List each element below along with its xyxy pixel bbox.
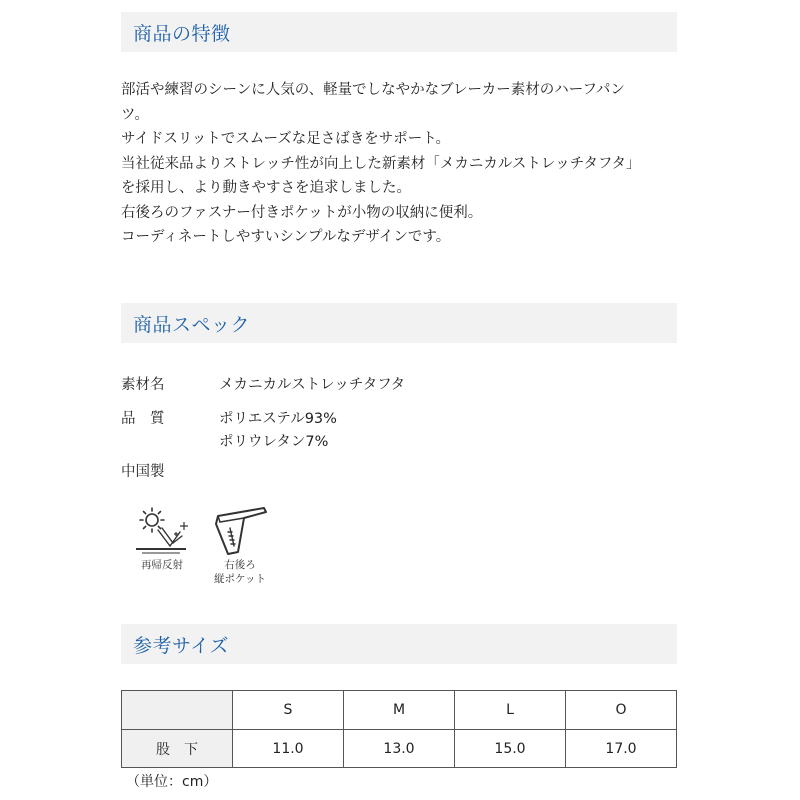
size-column-l: L: [455, 691, 566, 730]
back-pocket-feature: [204, 502, 276, 586]
quality-label: 品 質: [121, 411, 165, 427]
size-unit-note: （単位：cm）: [126, 774, 218, 790]
reflective-feature: [128, 502, 196, 572]
reflective-label: 再帰反射: [141, 559, 183, 571]
quality-value-1: ポリエステル93%: [219, 411, 337, 427]
feature-line: 部活や練習のシーンに人気の、軽量でしなやかなブレーカー素材のハーフパン: [121, 82, 625, 98]
size-column-o: O: [566, 691, 677, 730]
feature-line: ツ。: [121, 106, 149, 123]
features-list: [121, 78, 677, 250]
inseam-label: 股 下: [122, 730, 233, 768]
quality-value-2: ポリウレタン7%: [219, 434, 329, 450]
size-table: [121, 690, 677, 768]
feature-line: コーディネートしやすいシンプルなデザインです。: [121, 229, 451, 245]
spec-heading: 商品スペック: [121, 303, 677, 343]
size-heading: 参考サイズ: [121, 624, 677, 664]
size-header-row: [122, 691, 677, 730]
back-pocket-label-2: 縦ポケット: [214, 573, 266, 585]
material-value: メカニカルストレッチタフタ: [219, 377, 406, 393]
table-row: [122, 730, 677, 768]
feature-line: サイドスリットでスムーズな足さばきをサポート。: [121, 131, 451, 147]
table-corner-cell: [122, 691, 233, 730]
feature-line: を採用し、より動きやすさを追求しました。: [121, 180, 411, 196]
inseam-value-l: 15.0: [455, 730, 566, 768]
back-pocket-icon: [208, 502, 272, 558]
origin: 中国製: [121, 464, 165, 480]
inseam-value-m: 13.0: [344, 730, 455, 768]
reflective-icon: [132, 502, 192, 558]
size-column-s: S: [233, 691, 344, 730]
feature-line: 右後ろのファスナー付きポケットが小物の収納に便利。: [121, 204, 483, 221]
feature-line: 当社従来品よりストレッチ性が向上した新素材「メカニカルストレッチタフタ」: [121, 155, 641, 172]
features-heading: 商品の特徴: [121, 12, 677, 52]
material-label: 素材名: [121, 377, 165, 393]
inseam-value-o: 17.0: [566, 730, 677, 768]
size-column-m: M: [344, 691, 455, 730]
back-pocket-label-1: 右後ろ: [224, 559, 256, 571]
inseam-value-s: 11.0: [233, 730, 344, 768]
